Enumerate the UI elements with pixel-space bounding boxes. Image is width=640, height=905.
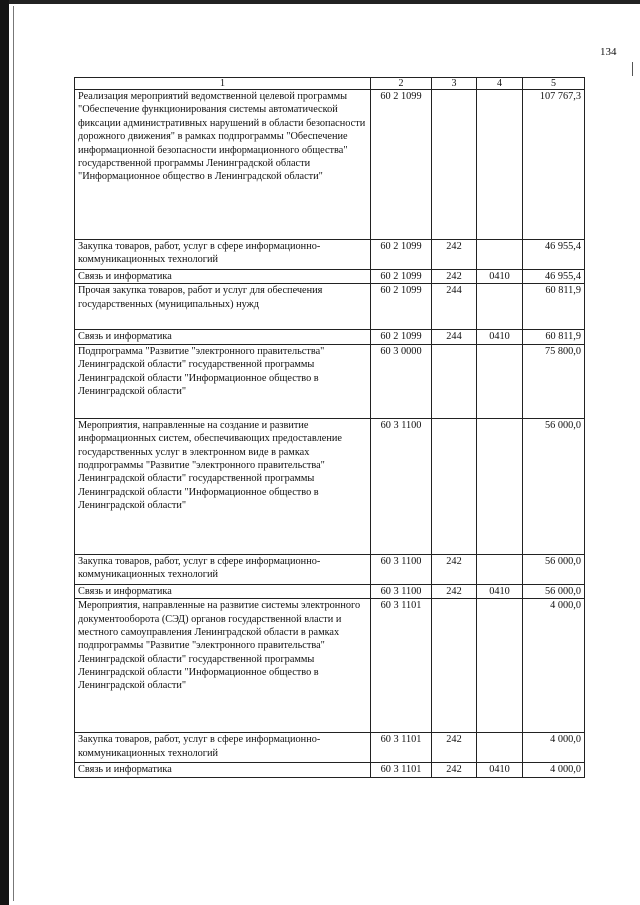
table-row xyxy=(75,330,585,344)
amount: 60 811,9 xyxy=(523,284,585,330)
scan-edge-left xyxy=(0,0,9,905)
expense-type-code xyxy=(432,418,477,554)
target-article-code: 60 3 1100 xyxy=(371,554,432,584)
table-row xyxy=(75,599,585,733)
table-row xyxy=(75,418,585,554)
item-name: Связь и информатика xyxy=(75,270,371,284)
target-article-code: 60 2 1099 xyxy=(371,90,432,240)
item-name: Закупка товаров, работ, услуг в сфере информационно-коммуникационных технологий xyxy=(75,554,371,584)
target-article-code: 60 3 1100 xyxy=(371,418,432,554)
scan-edge-line xyxy=(13,6,14,901)
amount: 4 000,0 xyxy=(523,733,585,763)
target-article-code: 60 2 1099 xyxy=(371,330,432,344)
amount: 56 000,0 xyxy=(523,584,585,598)
amount: 56 000,0 xyxy=(523,554,585,584)
table-row xyxy=(75,240,585,270)
expense-type-code: 244 xyxy=(432,284,477,330)
item-name: Прочая закупка товаров, работ и услуг для обеспечения государственных (муниципальных) нужд xyxy=(75,284,371,330)
table-row xyxy=(75,554,585,584)
table-row xyxy=(75,270,585,284)
scan-edge-top xyxy=(0,0,640,4)
target-article-code: 60 3 0000 xyxy=(371,344,432,418)
amount: 4 000,0 xyxy=(523,599,585,733)
expense-type-code: 242 xyxy=(432,584,477,598)
table-row xyxy=(75,90,585,240)
section-code xyxy=(477,418,523,554)
target-article-code: 60 2 1099 xyxy=(371,270,432,284)
expense-type-code xyxy=(432,599,477,733)
section-code xyxy=(477,90,523,240)
expense-type-code: 242 xyxy=(432,733,477,763)
item-name: Закупка товаров, работ, услуг в сфере информационно-коммуникационных технологий xyxy=(75,733,371,763)
amount: 75 800,0 xyxy=(523,344,585,418)
section-code xyxy=(477,599,523,733)
expense-type-code: 244 xyxy=(432,330,477,344)
section-code xyxy=(477,554,523,584)
column-header: 4 xyxy=(477,78,523,90)
expense-type-code xyxy=(432,344,477,418)
section-code: 0410 xyxy=(477,330,523,344)
section-code xyxy=(477,284,523,330)
column-header: 5 xyxy=(523,78,585,90)
item-name: Связь и информатика xyxy=(75,330,371,344)
item-name: Связь и информатика xyxy=(75,763,371,777)
amount: 60 811,9 xyxy=(523,330,585,344)
column-header: 3 xyxy=(432,78,477,90)
expense-type-code: 242 xyxy=(432,270,477,284)
page-number: 134 xyxy=(600,46,617,58)
table-header-row xyxy=(75,78,585,90)
item-name: Мероприятия, направленные на развитие системы электронного документооборота (СЭД) органов государственной власти и местного самоуправления Ленинградской области в рамках подпрограммы "Развитие "электронного правительства" Ленинградской области" государственной программы Ленинградской области "Информационное общество в Ленинградской области" xyxy=(75,599,371,733)
target-article-code: 60 3 1101 xyxy=(371,599,432,733)
section-code xyxy=(477,733,523,763)
item-name: Реализация мероприятий ведомственной целевой программы "Обеспечение функционирования системы автоматической фиксации административных нарушений в области безопасности дорожного движения" в рамках подпрограммы "Обеспечение информационной безопасности информационного общества" государственной программы Ленинградской области "Информационное общество в Ленинградской области" xyxy=(75,90,371,240)
section-code: 0410 xyxy=(477,763,523,777)
amount: 4 000,0 xyxy=(523,763,585,777)
amount: 46 955,4 xyxy=(523,270,585,284)
target-article-code: 60 2 1099 xyxy=(371,240,432,270)
table-row xyxy=(75,284,585,330)
target-article-code: 60 3 1101 xyxy=(371,763,432,777)
section-code: 0410 xyxy=(477,270,523,284)
target-article-code: 60 3 1101 xyxy=(371,733,432,763)
expense-type-code: 242 xyxy=(432,763,477,777)
item-name: Закупка товаров, работ, услуг в сфере информационно-коммуникационных технологий xyxy=(75,240,371,270)
expense-type-code xyxy=(432,90,477,240)
table-row xyxy=(75,733,585,763)
section-code: 0410 xyxy=(477,584,523,598)
table-row xyxy=(75,763,585,777)
target-article-code: 60 2 1099 xyxy=(371,284,432,330)
expense-type-code: 242 xyxy=(432,554,477,584)
column-header: 2 xyxy=(371,78,432,90)
amount: 56 000,0 xyxy=(523,418,585,554)
amount: 107 767,3 xyxy=(523,90,585,240)
budget-table xyxy=(74,77,585,778)
item-name: Мероприятия, направленные на создание и развитие информационных систем, обеспечивающих предоставление государственных услуг в электронном виде в рамках подпрограммы "Развитие "электронного правительства" Ленинградской области" государственной программы Ленинградской области "Информационное общество в Ленинградской области" xyxy=(75,418,371,554)
amount: 46 955,4 xyxy=(523,240,585,270)
expense-type-code: 242 xyxy=(432,240,477,270)
item-name: Подпрограмма "Развитие "электронного правительства" Ленинградской области" государственной программы Ленинградской области "Информационное общество в Ленинградской области" xyxy=(75,344,371,418)
table-row xyxy=(75,584,585,598)
target-article-code: 60 3 1100 xyxy=(371,584,432,598)
table-row xyxy=(75,344,585,418)
section-code xyxy=(477,344,523,418)
scan-mark-right xyxy=(632,62,633,76)
item-name: Связь и информатика xyxy=(75,584,371,598)
column-header: 1 xyxy=(75,78,371,90)
section-code xyxy=(477,240,523,270)
